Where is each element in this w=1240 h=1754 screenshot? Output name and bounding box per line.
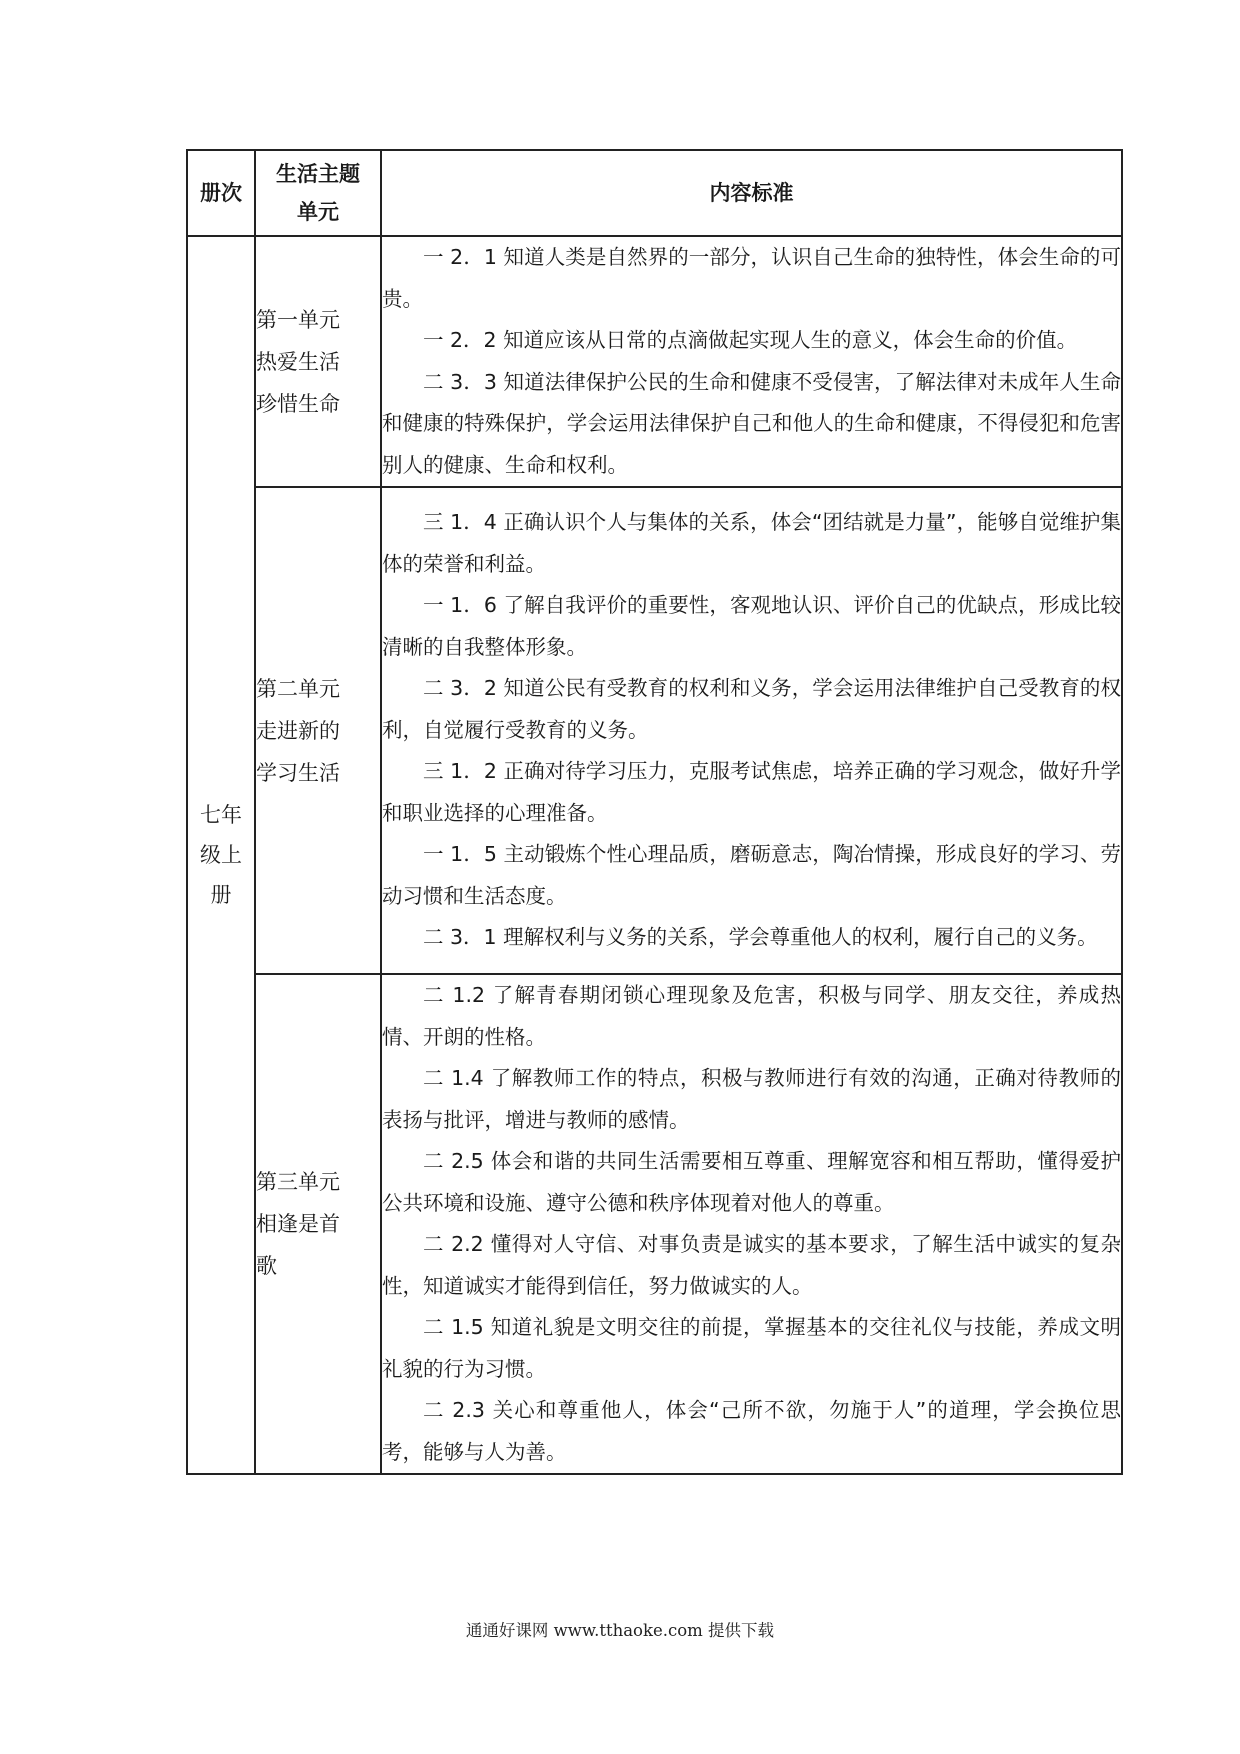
unit-cell: [255, 236, 381, 487]
standard-item: 一 2．2 知道应该从日常的点滴做起实现人生的意义，体会生命的价值。: [423, 328, 1078, 352]
unit-cell: [255, 487, 381, 974]
header-unit-line: 单元: [297, 200, 339, 224]
unit-name-line: 学习生活: [256, 760, 340, 785]
standards-cell: [381, 236, 1122, 487]
header-unit: [255, 150, 381, 236]
table-row: [187, 974, 1122, 1474]
standard-item: 二 3．2 知道公民有受教育的权利和义务，学会运用法律维护自己受教育的权利，自觉履行受教育的义务。: [382, 676, 1121, 742]
volume-line: 册: [210, 883, 232, 907]
unit-name-line: 热爱生活: [256, 349, 340, 374]
unit-name-line: 珍惜生命: [256, 391, 340, 416]
standard-item: 三 1．4 正确认识个人与集体的关系，体会“团结就是力量”，能够自觉维护集体的荣誉和利益。: [382, 510, 1121, 576]
standard-item: 二 2.3 关心和尊重他人，体会“己所不欲，勿施于人”的道理，学会换位思考，能够与人为善。: [382, 1398, 1121, 1464]
standards-cell: [381, 974, 1122, 1474]
unit-name-line: 歌: [256, 1254, 277, 1278]
table-row: [187, 487, 1122, 974]
unit-name-line: 走进新的: [256, 718, 340, 743]
standard-item: 二 3．1 理解权利与义务的关系，学会尊重他人的权利，履行自己的义务。: [423, 925, 1098, 950]
unit-name-line: 第一单元: [256, 307, 340, 332]
standard-item: 二 1.4 了解教师工作的特点，积极与教师进行有效的沟通，正确对待教师的表扬与批评，增进与教师的感情。: [382, 1066, 1121, 1132]
volume-line: 七年: [200, 803, 242, 827]
standard-item: 二 2.5 体会和谐的共同生活需要相互尊重、理解宽容和相互帮助，懂得爱护公共环境和设施、遵守公德和秩序体现着对他人的尊重。: [382, 1149, 1121, 1215]
standard-item: 一 1．5 主动锻炼个性心理品质，磨砺意志，陶冶情操，形成良好的学习、劳动习惯和生活态度。: [382, 842, 1121, 908]
header-unit-line: 生活主题: [276, 162, 360, 186]
unit-cell: [255, 974, 381, 1474]
unit-name-line: 第二单元: [256, 676, 340, 701]
header-volume: 册次: [187, 150, 255, 236]
standard-item: 一 2．1 知道人类是自然界的一部分，认识自己生命的独特性，体会生命的可贵。: [382, 245, 1121, 311]
standard-item: 二 2.2 懂得对人守信、对事负责是诚实的基本要求，了解生活中诚实的复杂性，知道诚实才能得到信任，努力做诚实的人。: [382, 1232, 1121, 1298]
table-row: [187, 236, 1122, 487]
standard-item: 三 1．2 正确对待学习压力，克服考试焦虑，培养正确的学习观念，做好升学和职业选择的心理准备。: [382, 759, 1121, 825]
unit-name-line: 第三单元: [256, 1170, 340, 1194]
volume-cell: [187, 236, 255, 1474]
header-standards: 内容标准: [381, 150, 1122, 236]
standard-item: 一 1．6 了解自我评价的重要性，客观地认识、评价自己的优缺点，形成比较清晰的自我整体形象。: [382, 593, 1121, 659]
unit-name-line: 相逢是首: [256, 1212, 340, 1236]
curriculum-table: [186, 149, 1123, 1475]
standard-item: 二 1.5 知道礼貌是文明交往的前提，掌握基本的交往礼仪与技能，养成文明礼貌的行为习惯。: [382, 1315, 1121, 1381]
standard-item: 二 3．3 知道法律保护公民的生命和健康不受侵害，了解法律对未成年人生命和健康的特殊保护，学会运用法律保护自己和他人的生命和健康，不得侵犯和危害别人的健康、生命和权利。: [382, 369, 1121, 477]
footer-download-note: 通通好课网 www.tthaoke.com 提供下载: [465, 1621, 775, 1640]
standard-item: 二 1.2 了解青春期闭锁心理现象及危害，积极与同学、朋友交往，养成热情、开朗的性格。: [382, 983, 1121, 1049]
volume-line: 级上: [200, 843, 242, 867]
table-header-row: [187, 150, 1122, 236]
standards-cell: [381, 487, 1122, 974]
